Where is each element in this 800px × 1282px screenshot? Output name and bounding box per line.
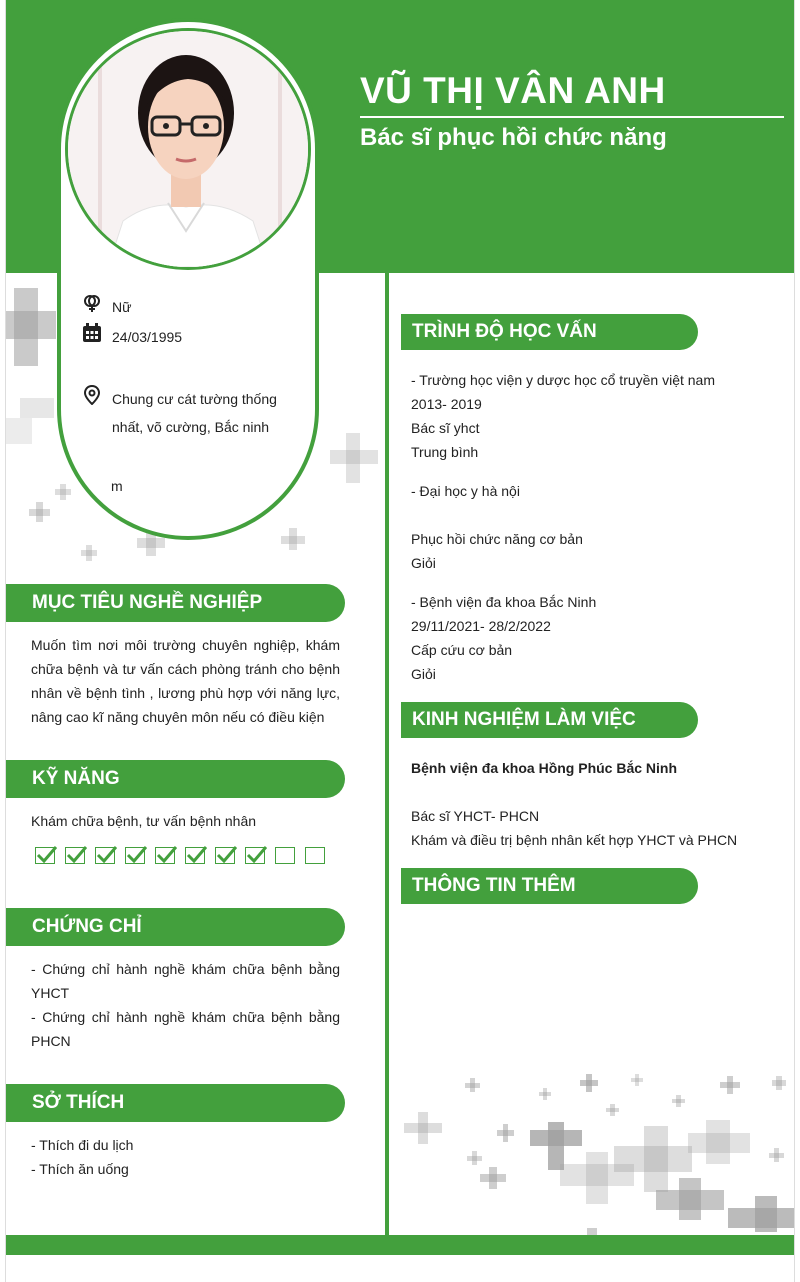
skill-check-filled	[155, 845, 177, 865]
experience-heading: KINH NGHIỆM LÀM VIỆC	[401, 702, 698, 738]
objective-text: Muốn tìm nơi môi trường chuyên nghiệp, khám chữa bệnh và tư vấn cách phòng tránh cho bệnh nhân về bệnh tình , lương phù hợp với năng lực, nâng cao kĩ năng chuyên môn nếu có điều kiện	[31, 637, 340, 725]
checkmark-icon	[186, 845, 208, 865]
calendar-icon	[82, 323, 102, 343]
checkmark-icon	[216, 845, 238, 865]
hobby-item-2: - Thích ăn uống	[31, 1161, 129, 1177]
birthday-row	[82, 323, 182, 351]
address-row	[82, 385, 277, 441]
birthday-value: 24/03/1995	[112, 329, 183, 345]
gender-value: Nữ	[112, 299, 132, 315]
skill-check-empty	[275, 845, 297, 865]
skill-check-filled	[245, 845, 267, 865]
profile-photo	[65, 28, 311, 270]
skill-check-filled	[125, 845, 147, 865]
education-major-3: Cấp cứu cơ bản	[411, 642, 513, 658]
job-title: Bác sĩ phục hồi chức năng	[360, 124, 667, 151]
checkmark-icon	[66, 845, 88, 865]
candidate-name: VŨ THỊ VÂN ANH	[360, 70, 666, 111]
education-major-1: Bác sĩ yhct	[411, 420, 480, 436]
checkbox-box	[305, 847, 325, 864]
location-pin-icon	[82, 385, 102, 405]
skill-check-filled	[35, 845, 57, 865]
skill-check-empty	[305, 845, 327, 865]
checkmark-icon	[96, 845, 118, 865]
skill-check-filled	[185, 845, 207, 865]
certificate-item-1: - Chứng chỉ hành nghề khám chữa bệnh bằng YHCT	[31, 961, 340, 1001]
more-info-heading: THÔNG TIN THÊM	[401, 868, 698, 904]
certificates-heading: CHỨNG CHỈ	[6, 908, 345, 946]
checkbox-box	[275, 847, 295, 864]
skills-heading: KỸ NĂNG	[6, 760, 345, 798]
skill-check-filled	[65, 845, 87, 865]
education-grade-1: Trung bình	[411, 444, 479, 460]
education-school-3: - Bệnh viện đa khoa Bắc Ninh	[411, 594, 597, 610]
address-line-1: Chung cư cát tường thống	[112, 391, 277, 407]
education-grade-3: Giỏi	[411, 666, 436, 682]
certificate-item-2: - Chứng chỉ hành nghề khám chữa bệnh bằng PHCN	[31, 1009, 340, 1049]
checkmark-icon	[156, 845, 178, 865]
gender-row	[82, 293, 131, 321]
skill-check-filled	[215, 845, 237, 865]
education-period-3: 29/11/2021- 28/2/2022	[411, 618, 551, 634]
column-divider	[385, 273, 389, 1235]
hobby-item-1: - Thích đi du lịch	[31, 1137, 134, 1153]
checkmark-icon	[126, 845, 148, 865]
skill-item: Khám chữa bệnh, tư vấn bệnh nhân	[31, 813, 257, 829]
address-line-2: nhất, võ cường, Bắc ninh	[112, 419, 270, 435]
portrait-illustration	[68, 31, 308, 267]
experience-position: Bác sĩ YHCT- PHCN	[411, 808, 540, 824]
gender-icon	[82, 293, 102, 313]
experience-company: Bệnh viện đa khoa Hồng Phúc Bắc Ninh	[411, 760, 678, 776]
personal-extra: m	[111, 478, 123, 494]
education-school-2: - Đại học y hà nội	[411, 483, 520, 499]
education-school-1: - Trường học viện y dược học cổ truyền việt nam	[411, 372, 716, 388]
education-grade-2: Giỏi	[411, 555, 436, 571]
education-period-1: 2013- 2019	[411, 396, 482, 412]
footer-band	[6, 1235, 794, 1255]
education-heading: TRÌNH ĐỘ HỌC VẤN	[401, 314, 698, 350]
skill-check-filled	[95, 845, 117, 865]
experience-description: Khám và điều trị bệnh nhân kết hợp YHCT và PHCN	[411, 832, 738, 848]
skill-rating	[35, 845, 335, 865]
checkmark-icon	[36, 845, 58, 865]
objective-heading: MỤC TIÊU NGHỀ NGHIỆP	[6, 584, 345, 622]
hobbies-heading: SỞ THÍCH	[6, 1084, 345, 1122]
checkmark-icon	[246, 845, 268, 865]
education-major-2: Phục hồi chức năng cơ bản	[411, 531, 583, 547]
